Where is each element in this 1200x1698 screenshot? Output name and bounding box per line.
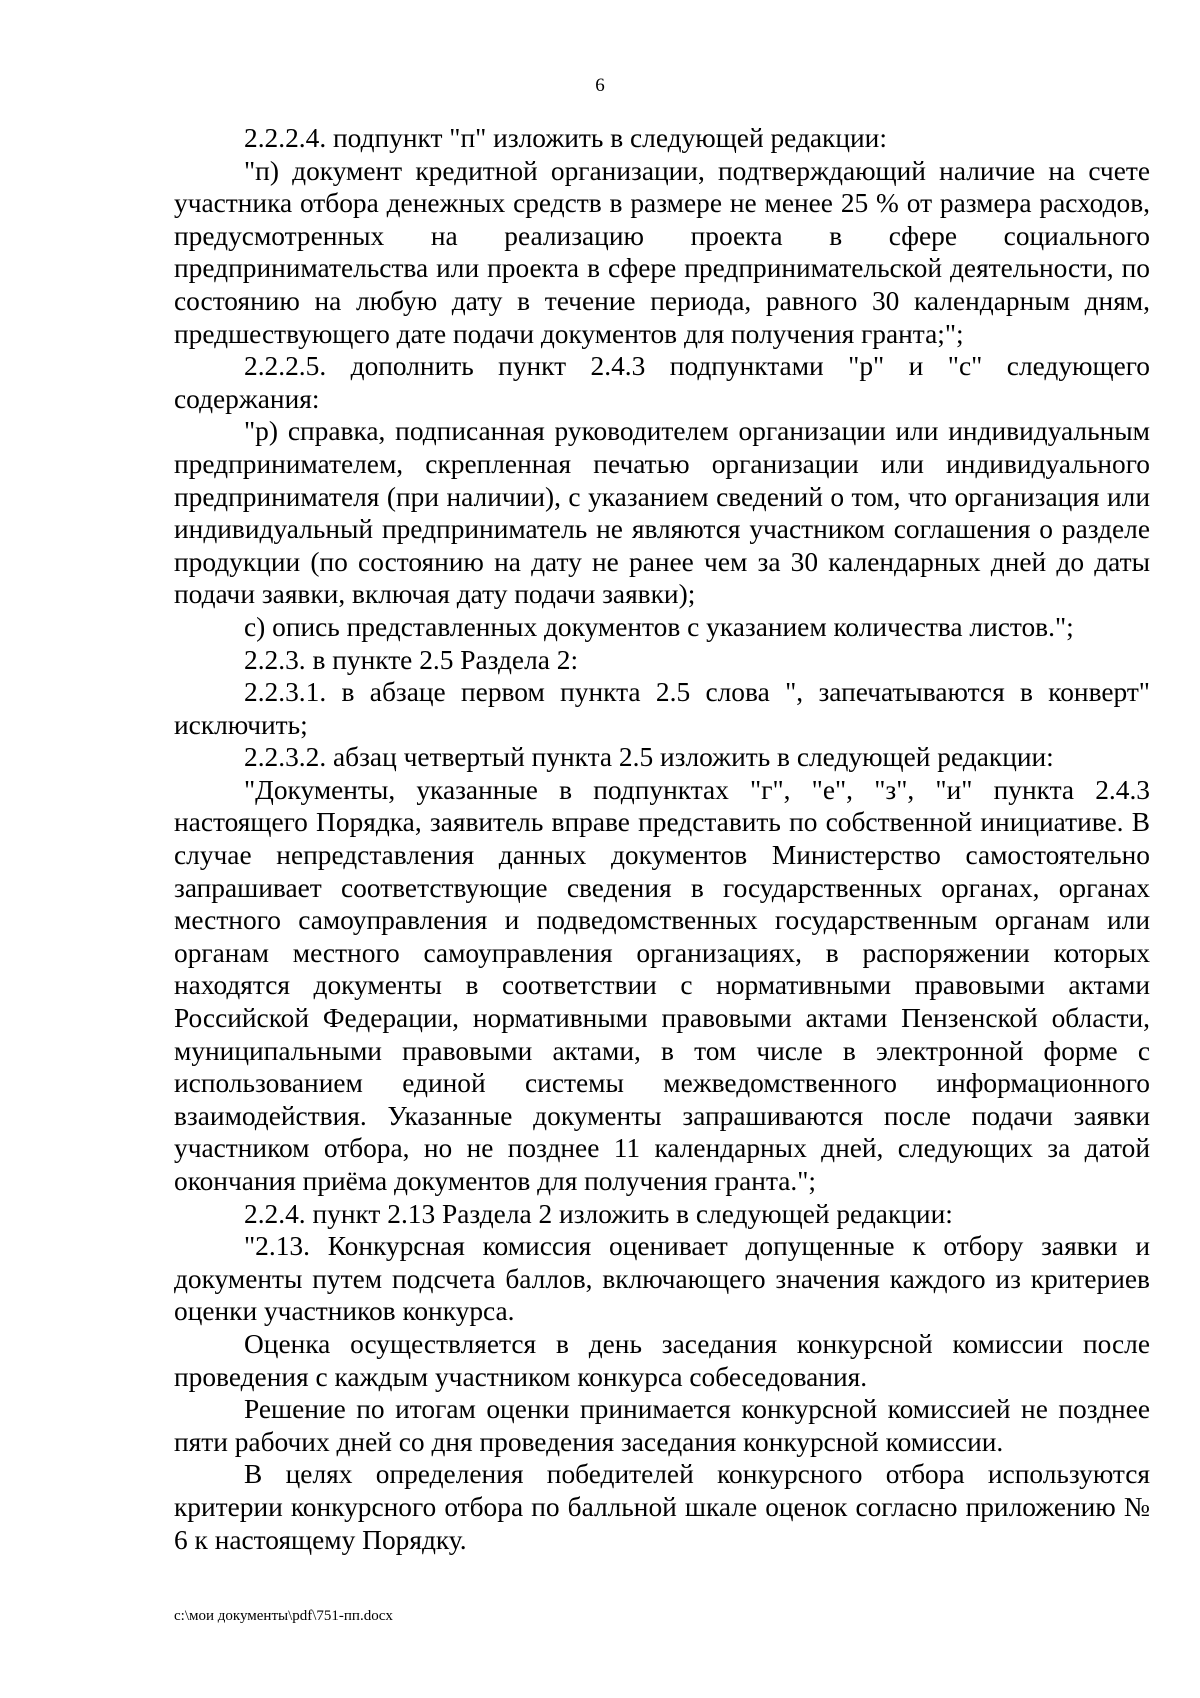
paragraph-criteria: В целях определения победителей конкурсного отбора используются критерии конкурсного отбора по балльной шкале оценок согласно приложению № 6 к настоящему Порядку.	[174, 1459, 1150, 1555]
paragraph-2-13: "2.13. Конкурсная комиссия оценивает допущенные к отбору заявки и документы путем подсчета баллов, включающего значения каждого из критериев оценки участников конкурса.	[174, 1231, 1150, 1327]
file-path-footer: c:\мои документы\pdf\751-пп.docx	[174, 1608, 393, 1624]
paragraph-subitem-p: "п) документ кредитной организации, подтверждающий наличие на счете участника отбора денежных средств в размере не менее 25 % от размера расходов, предусмотренных на реализацию проекта в сфере социального предпринимательства или проекта в сфере предпринимательской деятельности, по состоянию на любую дату в течение периода, равного 30 календарным дням, предшествующего дате подачи документов для получения гранта;";	[174, 155, 1150, 349]
paragraph-subitem-s: с) опись представленных документов с указанием количества листов.";	[244, 611, 1074, 642]
paragraph-evaluation: Оценка осуществляется в день заседания конкурсной комиссии после проведения с каждым участником конкурса собеседования.	[174, 1328, 1150, 1392]
paragraph-2-2-3-1: 2.2.3.1. в абзаце первом пункта 2.5 слова ", запечатываются в конверт" исключить;	[174, 677, 1150, 740]
page-number: 6	[595, 75, 605, 96]
paragraph-documents-quote: "Документы, указанные в подпунктах "г", "е", "з", "и" пункта 2.4.3 настоящего Порядка, заявитель вправе представить по собственной инициативе. В случае непредставления данных документов Министерство самостоятельно запрашивает соответствующие сведения в государственных органах, органах местного самоуправления и подведомственных государственным органам или органам местного самоуправления организациях, в распоряжении которых находятся документы в соответствии с нормативными правовыми актами Российской Федерации, нормативными правовыми актами Пензенской области, муниципальными правовыми актами, в том числе в электронной форме с использованием единой системы межведомственного информационного взаимодействия. Указанные документы запрашиваются после подачи заявки участником отбора, но не позднее 11 календарных дней, следующих за датой окончания приёма документов для получения гранта.";	[174, 774, 1150, 1196]
paragraph-subitem-r: "р) справка, подписанная руководителем организации или индивидуальным предпринимателем, скрепленная печатью организации или индивидуального предпринимателя (при наличии), с указанием сведений о том, что организация или индивидуальный предприниматель не являются участником соглашения о разделе продукции (по состоянию на дату не ранее чем за 30 календарных дней до даты подачи заявки, включая дату подачи заявки);	[174, 416, 1150, 610]
paragraph-2-2-4: 2.2.4. пункт 2.13 Раздела 2 изложить в следующей редакции:	[244, 1198, 953, 1229]
paragraph-2-2-3: 2.2.3. в пункте 2.5 Раздела 2:	[244, 644, 579, 675]
paragraph-2-2-3-2: 2.2.3.2. абзац четвертый пункта 2.5 изложить в следующей редакции:	[244, 742, 1054, 773]
paragraph-decision: Решение по итогам оценки принимается конкурсной комиссией не позднее пяти рабочих дней со дня проведения заседания конкурсной комиссии.	[174, 1394, 1150, 1457]
document-body	[174, 122, 1150, 1556]
paragraph-2-2-2-5: 2.2.2.5. дополнить пункт 2.4.3 подпунктами "р" и "с" следующего содержания:	[174, 351, 1150, 414]
paragraph-2-2-2-4: 2.2.2.4. подпункт "п" изложить в следующей редакции:	[244, 123, 887, 153]
